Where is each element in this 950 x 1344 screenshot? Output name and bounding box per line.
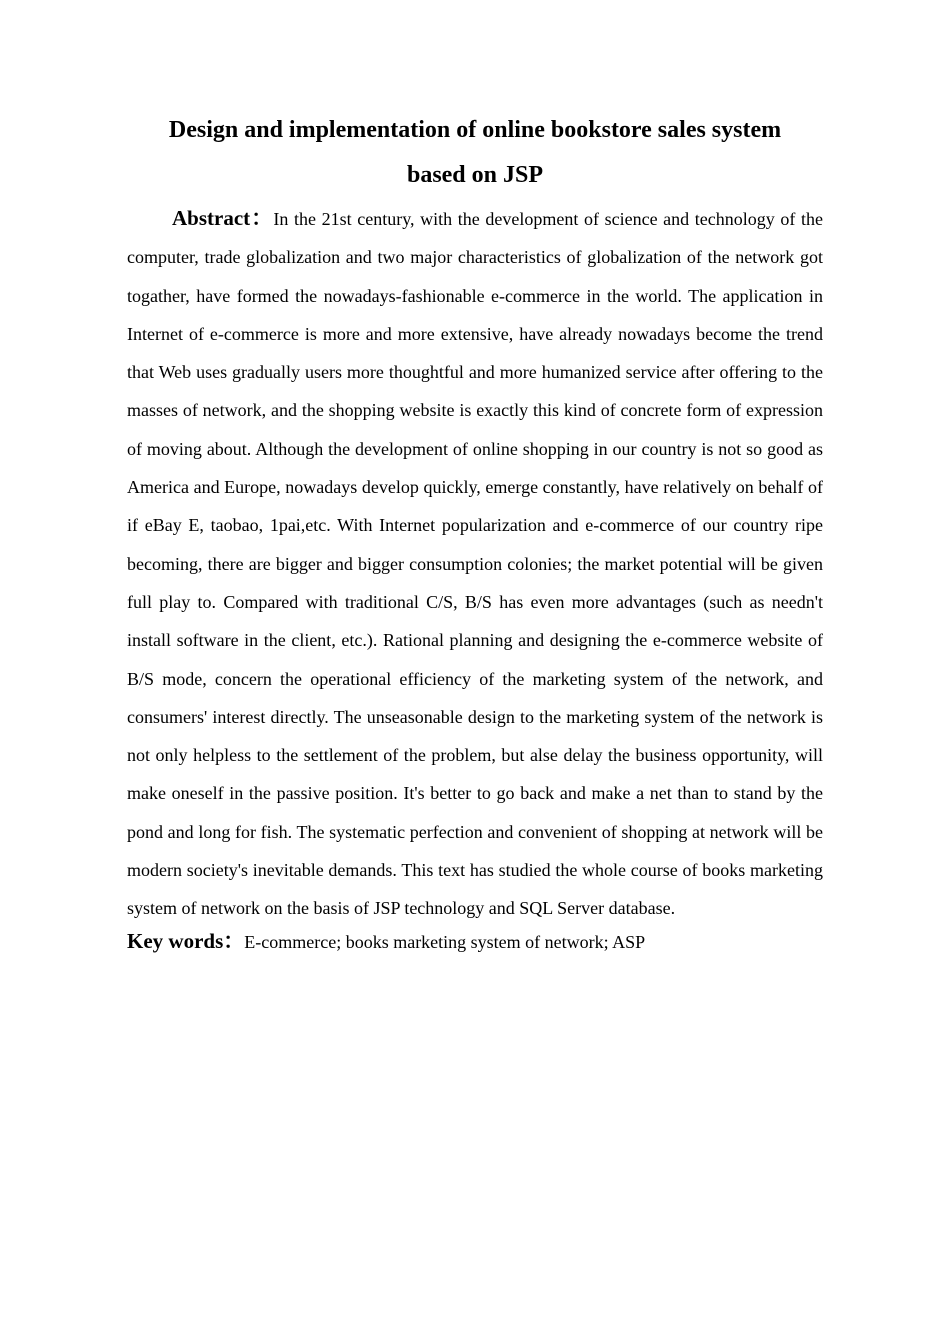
page-title xyxy=(127,108,823,197)
document-page xyxy=(127,108,823,961)
abstract-text: In the 21st century, with the development of science and technology of the computer, trade globalization and two major characteristics of globalization of the network got togather, have formed the nowadays-fashionable e-commerce in the world. The application in Internet of e-commerce is more and more extensive, have already nowadays become the trend that Web uses gradually users more thoughtful and more humanized service after offering to the masses of network, and the shopping website is exactly this kind of concrete form of expression of moving about. Although the development of online shopping in our country is not so good as America and Europe, nowadays develop quickly, emerge constantly, have relatively on behalf of if eBay E, taobao, 1pai,etc. With Internet popularization and e-commerce of our country ripe becoming, there are bigger and bigger consumption colonies; the market potential will be given full play to. Compared with traditional C/S, B/S has even more advantages (such as needn't install software in the client, etc.). Rational planning and designing the e-commerce website of B/S mode, concern the operational efficiency of the marketing system of the network, and consumers' interest directly. The unseasonable design to the marketing system of the network is not only helpless to the settlement of the problem, but alse delay the business opportunity, will make oneself in the passive position. It's better to go back and make a net than to stand by the pond and long for fish. The systematic perfection and convenient of shopping at network will be modern society's inevitable demands. This text has studied the whole course of books marketing system of network on the basis of JSP technology and SQL Server database. xyxy=(127,209,823,919)
title-line-2: based on JSP xyxy=(406,161,544,188)
keywords-text: E-commerce; books marketing system of network; ASP xyxy=(244,931,646,952)
keywords-paragraph xyxy=(127,922,823,961)
abstract-label: Abstract： xyxy=(172,206,274,230)
abstract-paragraph xyxy=(127,199,823,928)
title-line-1: Design and implementation of online bookstore sales system xyxy=(168,117,782,143)
keywords-label: Key words： xyxy=(127,928,245,953)
